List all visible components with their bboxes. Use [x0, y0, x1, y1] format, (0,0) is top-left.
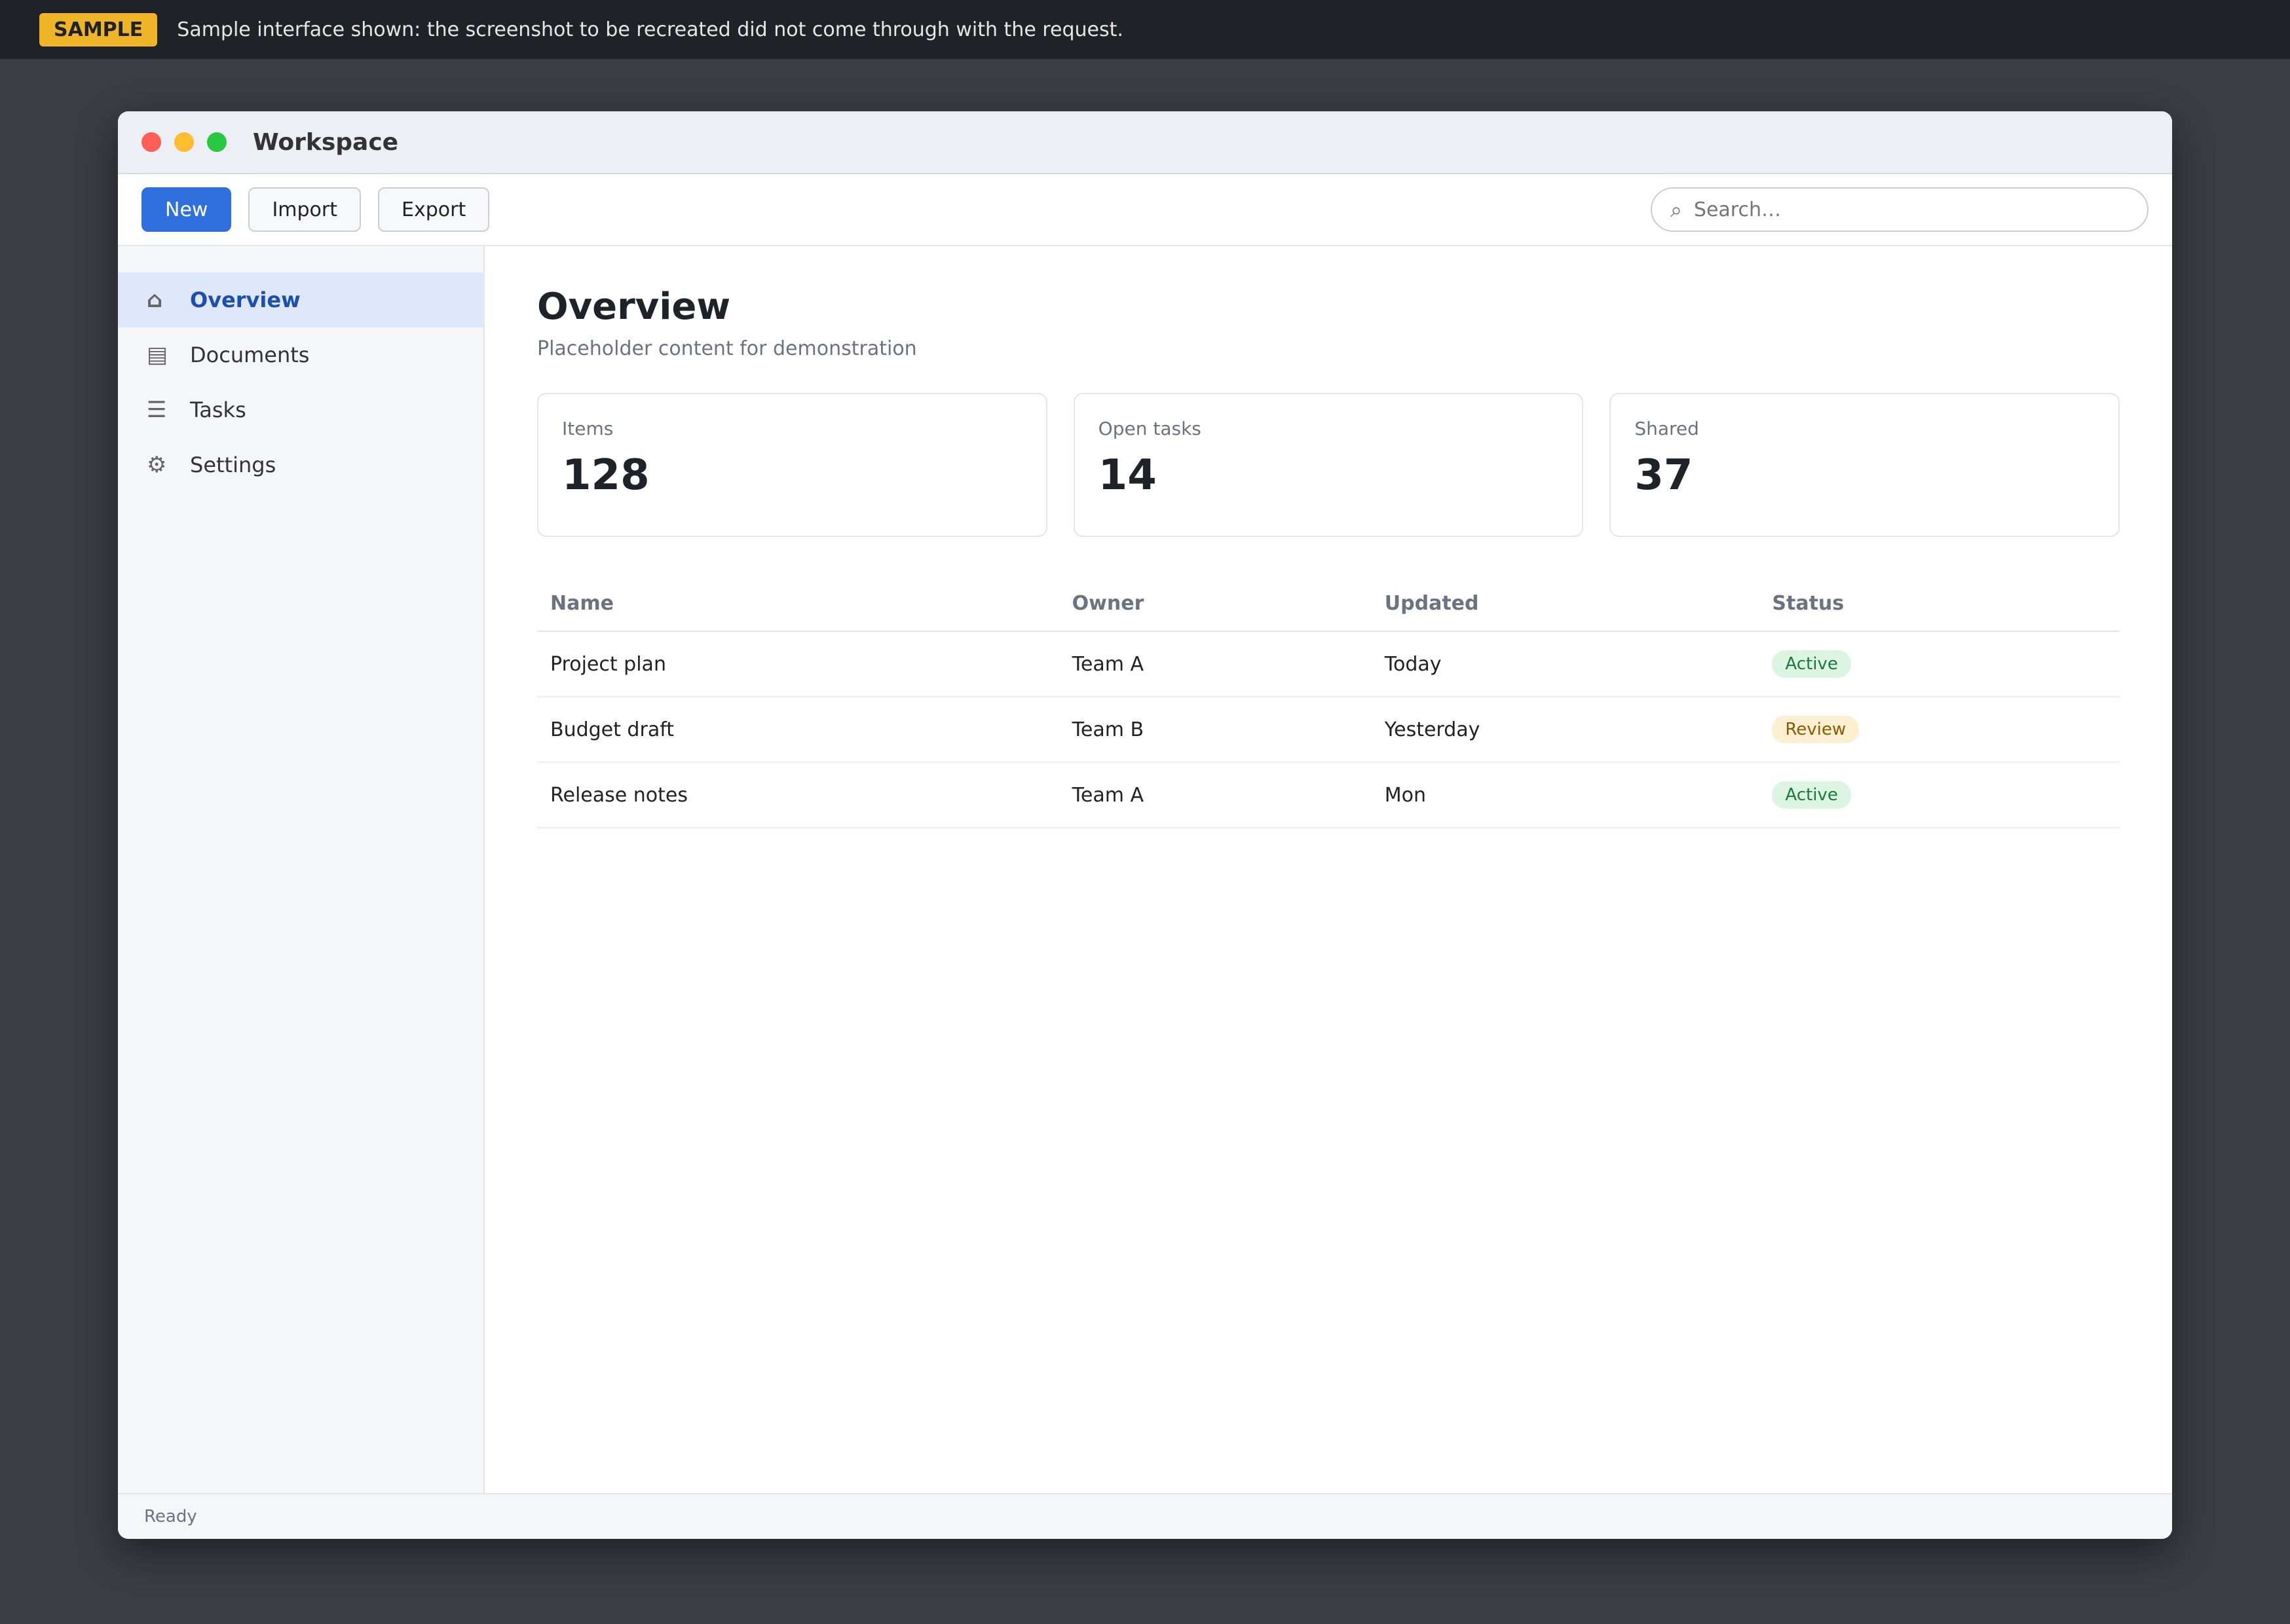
- column-header[interactable]: Updated: [1372, 576, 1759, 631]
- table-cell: Team A: [1059, 762, 1372, 828]
- table-cell: Budget draft: [537, 697, 1059, 762]
- column-header[interactable]: Name: [537, 576, 1059, 631]
- new-button[interactable]: New: [141, 187, 231, 232]
- summary-card[interactable]: [537, 393, 1047, 537]
- main-panel: [485, 246, 2172, 1493]
- page-title: Overview: [537, 286, 731, 328]
- sidebar-item-label: Documents: [190, 342, 310, 367]
- items-table: [537, 576, 2120, 828]
- sidebar-item-label: Settings: [190, 452, 276, 477]
- home-icon: ⌂: [147, 287, 163, 313]
- column-header[interactable]: Owner: [1059, 576, 1372, 631]
- minimize-window-button[interactable]: [174, 132, 194, 152]
- maximize-window-button[interactable]: [207, 132, 227, 152]
- status-bar: [118, 1493, 2172, 1539]
- table-cell: Mon: [1372, 762, 1759, 828]
- summary-cards: [537, 393, 2120, 537]
- page-subtitle: Placeholder content for demonstration: [537, 337, 917, 360]
- import-button[interactable]: Import: [248, 187, 361, 232]
- table-row[interactable]: [537, 631, 2120, 697]
- content-area: [118, 246, 2172, 1493]
- card-label: Shared: [1634, 418, 1699, 439]
- status-badge: Review: [1772, 716, 1859, 743]
- column-header[interactable]: Status: [1759, 576, 2120, 631]
- card-label: Items: [562, 418, 614, 439]
- table-cell: Team A: [1059, 631, 1372, 697]
- table-cell: Yesterday: [1372, 697, 1759, 762]
- status-badge: Active: [1772, 781, 1850, 809]
- card-label: Open tasks: [1098, 418, 1201, 439]
- card-value: 37: [1634, 451, 1693, 500]
- table-cell: Project plan: [537, 631, 1059, 697]
- document-icon: ▤: [147, 342, 168, 368]
- status-badge: Active: [1772, 650, 1850, 678]
- window-controls: [141, 132, 227, 152]
- card-value: 128: [562, 451, 650, 500]
- sample-tag: SAMPLE: [39, 13, 157, 46]
- sidebar-item-settings[interactable]: [118, 437, 483, 492]
- sample-banner: [0, 0, 2290, 59]
- close-window-button[interactable]: [141, 132, 161, 152]
- table-cell: Team B: [1059, 697, 1372, 762]
- summary-card[interactable]: [1609, 393, 2120, 537]
- list-icon: ☰: [147, 397, 167, 423]
- search-icon: ⌕: [1670, 196, 1682, 222]
- sidebar-item-tasks[interactable]: [118, 382, 483, 437]
- sample-message: Sample interface shown: the screenshot to be recreated did not come through with the request.: [177, 18, 1123, 41]
- search-input[interactable]: [1693, 198, 2129, 222]
- gear-icon: ⚙: [147, 452, 167, 478]
- table-header-row: [537, 576, 2120, 631]
- sidebar: [118, 246, 485, 1493]
- title-bar: [118, 111, 2172, 174]
- toolbar: [118, 174, 2172, 246]
- table-cell: [1759, 762, 2120, 828]
- table-row[interactable]: [537, 762, 2120, 828]
- sidebar-item-overview[interactable]: [118, 272, 483, 327]
- table-cell: [1759, 631, 2120, 697]
- search-box: [1651, 187, 2149, 232]
- table-cell: [1759, 697, 2120, 762]
- sidebar-item-label: Overview: [190, 287, 301, 312]
- table-row[interactable]: [537, 697, 2120, 762]
- sidebar-item-label: Tasks: [190, 397, 246, 422]
- table-cell: Release notes: [537, 762, 1059, 828]
- status-text: Ready: [144, 1507, 197, 1526]
- sidebar-item-documents[interactable]: [118, 327, 483, 382]
- export-button[interactable]: Export: [378, 187, 489, 232]
- summary-card[interactable]: [1074, 393, 1584, 537]
- app-window: [118, 111, 2172, 1539]
- window-title: Workspace: [253, 128, 399, 156]
- table-cell: Today: [1372, 631, 1759, 697]
- card-value: 14: [1098, 451, 1157, 500]
